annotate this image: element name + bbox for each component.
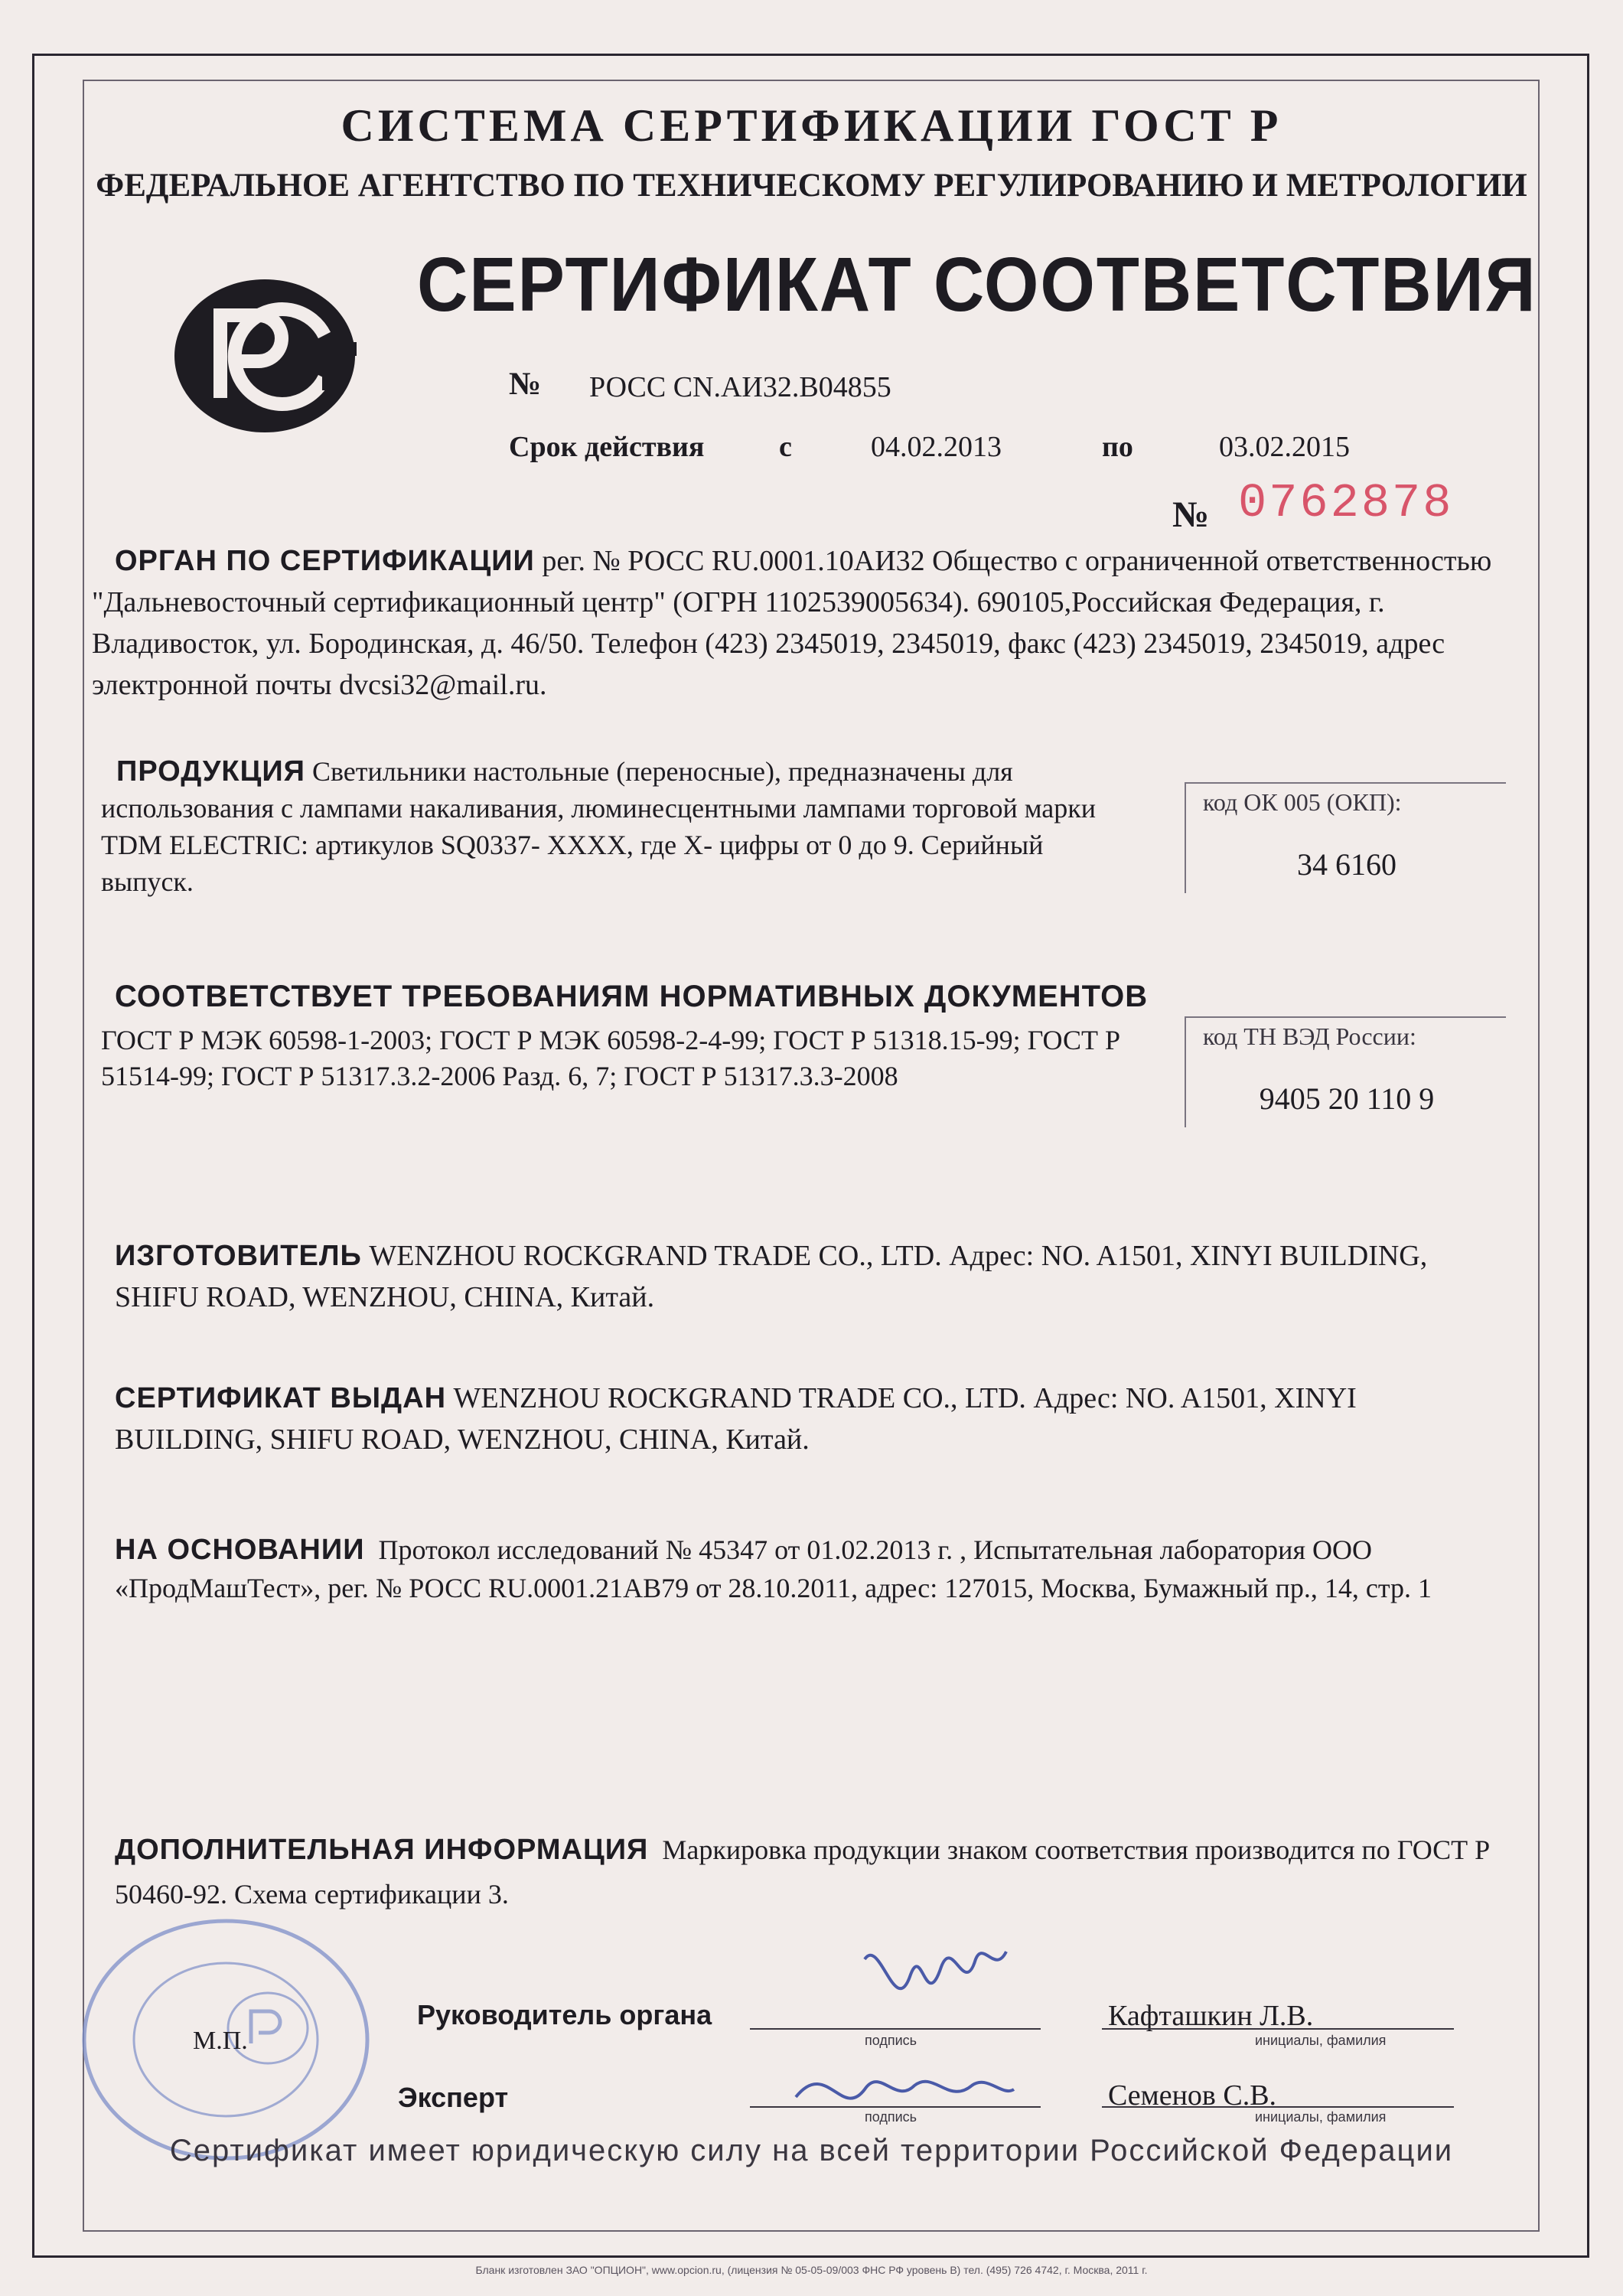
validity-label: Срок действия xyxy=(509,431,705,463)
expert-name: Семенов С.В. xyxy=(1108,2079,1277,2112)
certificate-title: СЕРТИФИКАТ СООТВЕТСТВИЯ xyxy=(417,242,1537,328)
validity-from-date: 04.02.2013 xyxy=(871,431,1002,463)
expert-name-line xyxy=(1102,2106,1454,2108)
product-section xyxy=(101,753,1126,900)
validity-to-label: по xyxy=(1102,431,1133,463)
manufacturer-label: ИЗГОТОВИТЕЛЬ xyxy=(115,1240,362,1272)
tnved-code-box xyxy=(1185,1016,1506,1127)
manufacturer-section xyxy=(115,1235,1484,1318)
validity-to-date: 03.02.2015 xyxy=(1219,431,1350,463)
head-name: Кафташкин Л.В. xyxy=(1108,2000,1314,2032)
footer-text: Сертификат имеет юридическую силу на всей территории Российской Федерации xyxy=(169,2134,1454,2167)
additional-text: Маркировка продукции знаком соответствия производится по ГОСТ Р 50460-92. Схема сертификации 3. xyxy=(115,1835,1491,1910)
serial-number: 0762878 xyxy=(1238,476,1454,530)
head-name-caption: инициалы, фамилия xyxy=(1255,2033,1387,2048)
compliance-label: СООТВЕТСТВУЕТ ТРЕБОВАНИЯМ НОРМАТИВНЫХ ДОКУМЕНТОВ xyxy=(115,980,1149,1013)
certificate-number: РОСС CN.АИ32.В04855 xyxy=(589,371,891,403)
agency-heading: ФЕДЕРАЛЬНОЕ АГЕНТСТВО ПО ТЕХНИЧЕСКОМУ РЕГУЛИРОВАНИЮ И МЕТРОЛОГИИ xyxy=(96,168,1527,204)
tnved-code-value: 9405 20 110 9 xyxy=(1259,1081,1435,1116)
head-label: Руководитель органа xyxy=(417,1999,712,2030)
organ-section xyxy=(92,540,1492,706)
serial-label: № xyxy=(1172,494,1210,535)
head-name-line xyxy=(1102,2028,1454,2030)
compliance-text: ГОСТ Р МЭК 60598-1-2003; ГОСТ Р МЭК 60598-2-4-99; ГОСТ Р 51318.15-99; ГОСТ Р 51514-99; ГОСТ Р 51317.3.2-2006 Разд. 6, 7; ГОСТ Р 51317.3.3-2008 xyxy=(101,1025,1121,1091)
validity-from-label: с xyxy=(779,431,792,463)
number-label: № xyxy=(509,367,542,402)
head-signature-caption: подпись xyxy=(865,2033,917,2048)
product-text: Светильники настольные (переносные), предназначены для использования с лампами накаливания, люминесцентными лампами торговой марки TDM ELECTRIC: артикулов SQ0337- XXXX, где X- цифры от 0 до 9. Серийный выпуск. xyxy=(101,756,1097,897)
system-heading: СИСТЕМА СЕРТИФИКАЦИИ ГОСТ Р xyxy=(341,100,1282,151)
basis-text: Протокол исследований № 45347 от 01.02.2013 г. , Испытательная лаборатория ООО «ПродМашТест», рег. № РОСС RU.0001.21АВ79 от 28.10.2011, адрес: 127015, Москва, Бумажный пр., 14, стр. 1 xyxy=(115,1534,1432,1603)
expert-label: Эксперт xyxy=(398,2082,509,2113)
issued-section xyxy=(115,1378,1484,1460)
okp-code-value: 34 6160 xyxy=(1297,847,1396,882)
okp-code-box xyxy=(1185,782,1506,893)
tnved-code-label: код ТН ВЭД России: xyxy=(1203,1022,1416,1050)
expert-name-caption: инициалы, фамилия xyxy=(1255,2109,1387,2125)
okp-code-label: код ОК 005 (ОКП): xyxy=(1203,788,1402,816)
stamp-label: М.П. xyxy=(193,2027,248,2055)
additional-label: ДОПОЛНИТЕЛЬНАЯ ИНФОРМАЦИЯ xyxy=(115,1834,649,1866)
basis-label: НА ОСНОВАНИИ xyxy=(115,1534,365,1566)
issued-label: СЕРТИФИКАТ ВЫДАН xyxy=(115,1382,447,1414)
expert-signature-icon xyxy=(781,2043,1025,2128)
issued-text: WENZHOU ROCKGRAND TRADE CO., LTD. Адрес: NO. A1501, XINYI BUILDING, SHIFU ROAD, WENZHOU, CHINA, Китай. xyxy=(115,1382,1357,1456)
print-note: Бланк изготовлен ЗАО "ОПЦИОН", www.opcion.ru, (лицензия № 05-05-09/003 ФНС РФ уровень В) тел. (495) 726 4742, г. Москва, 2011 г. xyxy=(475,2264,1148,2276)
organ-label: ОРГАН ПО СЕРТИФИКАЦИИ xyxy=(115,545,535,577)
product-label: ПРОДУКЦИЯ xyxy=(116,755,305,788)
rst-logo-icon xyxy=(173,276,372,436)
organ-text: рег. № РОСС RU.0001.10АИ32 Общество с ограниченной ответственностью "Дальневосточный сертификационный центр" (ОГРН 1102539005634). 690105,Российская Федерация, г. Владивосток, ул. Бородинская, д. 46/50. Телефон (423) 2345019, 2345019, факс (423) 2345019, 2345019, адрес электронной почты dvcsi32@mail.ru. xyxy=(92,545,1492,701)
expert-signature-caption: подпись xyxy=(865,2109,917,2125)
basis-section xyxy=(115,1531,1492,1607)
head-signature-icon xyxy=(849,1929,1018,2036)
manufacturer-text: WENZHOU ROCKGRAND TRADE CO., LTD. Адрес: NO. A1501, XINYI BUILDING, SHIFU ROAD, WENZHOU, CHINA, Китай. xyxy=(115,1240,1428,1313)
additional-section xyxy=(115,1828,1492,1916)
